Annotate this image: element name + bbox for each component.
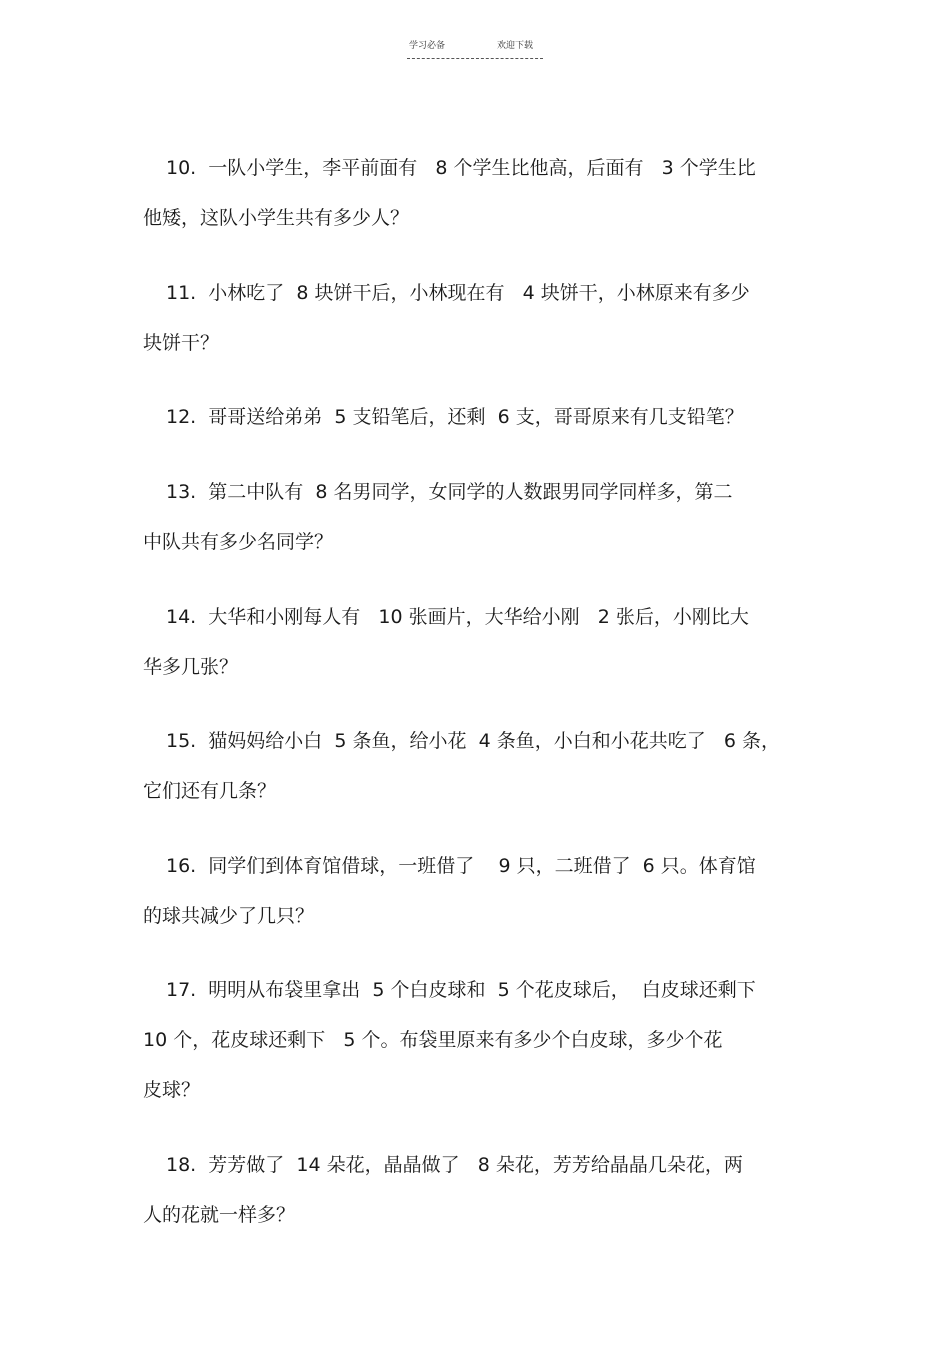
question-line: 10 个，花皮球还剩下 5 个。布袋里原来有多少个白皮球，多少个花 bbox=[143, 1029, 723, 1051]
question-line: 14. 大华和小刚每人有 10 张画片，大华给小刚 2 张后，小刚比大 bbox=[166, 606, 749, 628]
question-line: 中队共有多少名同学？ bbox=[143, 531, 334, 553]
question-line: 它们还有几条？ bbox=[143, 780, 277, 802]
header-left-text: 学习必备 bbox=[409, 41, 446, 51]
question-line: 17. 明明从布袋里拿出 5 个白皮球和 5 个花皮球后， 白皮球还剩下 bbox=[166, 979, 756, 1001]
question-line: 10. 一队小学生，李平前面有 8 个学生比他高，后面有 3 个学生比 bbox=[166, 157, 756, 179]
question-line: 的球共减少了几只？ bbox=[143, 905, 315, 927]
question-line: 人的花就一样多？ bbox=[143, 1204, 296, 1226]
question-line: 12. 哥哥送给弟弟 5 支铅笔后，还剩 6 支，哥哥原来有几支铅笔？ bbox=[166, 406, 744, 428]
question-line: 华多几张？ bbox=[143, 656, 239, 678]
question-line: 18. 芳芳做了 14 朵花，晶晶做了 8 朵花，芳芳给晶晶几朵花，两 bbox=[166, 1154, 743, 1176]
question-line: 16. 同学们到体育馆借球，一班借了 9 只，二班借了 6 只。体育馆 bbox=[166, 855, 756, 877]
question-line: 11. 小林吃了 8 块饼干后，小林现在有 4 块饼干，小林原来有多少 bbox=[166, 282, 750, 304]
question-line: 15. 猫妈妈给小白 5 条鱼，给小花 4 条鱼，小白和小花共吃了 6 条， bbox=[166, 730, 780, 752]
question-line: 块饼干？ bbox=[143, 332, 220, 354]
question-line: 他矮，这队小学生共有多少人？ bbox=[143, 207, 410, 229]
question-line: 13. 第二中队有 8 名男同学，女同学的人数跟男同学同样多，第二 bbox=[166, 481, 733, 503]
question-line: 皮球？ bbox=[143, 1079, 201, 1101]
header-right-text: 欢迎下载 bbox=[497, 41, 534, 51]
